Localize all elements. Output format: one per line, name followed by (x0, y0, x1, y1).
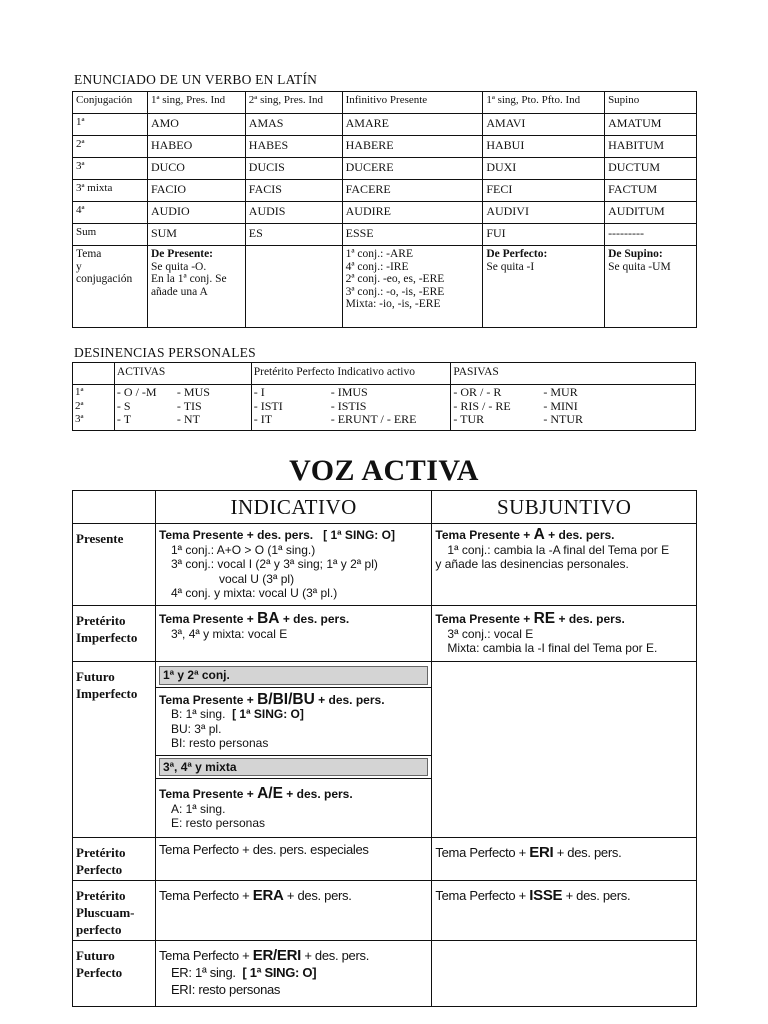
table-cell: 2ª (73, 136, 148, 158)
rule-suffix: A/E (257, 785, 283, 802)
rule-text: + des. pers. (556, 845, 622, 860)
table-cell: ES (245, 224, 342, 246)
tense-label-line: Futuro (76, 948, 115, 963)
ending: - MUS (176, 385, 210, 399)
rule-text: + des. pers. (558, 612, 625, 626)
rule-suffix: RE (533, 610, 556, 627)
header-cell: Supino (605, 92, 697, 114)
section-title-enunciado: ENUNCIADO DE UN VERBO EN LATÍN (74, 72, 318, 87)
rule-text: + des. pers. (286, 888, 352, 903)
perfecto-cell (251, 385, 451, 431)
first-sing-tag: [ 1ª SING: O] (242, 965, 317, 980)
rule-line: B: 1ª sing. (170, 707, 226, 721)
header-cell: 2ª sing, Pres. Ind (245, 92, 342, 114)
table-cell: ESSE (342, 224, 483, 246)
table-cell: DUCERE (342, 158, 483, 180)
rule-text: Tema Presente + (435, 528, 531, 542)
note-line: 1ª conj.: -ARE (345, 248, 413, 260)
table-cell: HABEO (147, 136, 245, 158)
table-cell: AMO (147, 114, 245, 136)
tense-label: Presente (73, 524, 156, 606)
ending: - NTUR (543, 412, 584, 426)
table-cell: 4ª (73, 202, 148, 224)
imperfecto-indicativo-cell (155, 606, 431, 662)
note-line: En la 1ª conj. Se (150, 273, 227, 285)
table-cell: Sum (73, 224, 148, 246)
ending: - MUR (543, 385, 578, 399)
empty-cell (432, 941, 697, 1007)
tense-label (73, 606, 156, 662)
futuro-perfecto-indicativo-cell (155, 941, 431, 1007)
table-cell: DUCO (147, 158, 245, 180)
rule-suffix: A (533, 526, 545, 543)
note-line: añade una A (150, 285, 208, 298)
note-line: Se quita -UM (608, 260, 671, 273)
table-row (73, 158, 697, 180)
rule-suffix: B/BI/BU (257, 690, 315, 708)
tense-label-line: Pluscuam- (76, 905, 135, 920)
table-cell: HABES (245, 136, 342, 158)
desinencias-table (72, 362, 696, 431)
ending: - TUR (453, 412, 485, 426)
ending: - TIS (176, 398, 202, 413)
tema-presente-cell (147, 246, 245, 328)
empty-cell (245, 246, 342, 328)
table-header-row (73, 363, 696, 385)
table-cell: AUDIVI (483, 202, 605, 224)
table-row (73, 941, 697, 1007)
rule-line: A: 1ª sing. (170, 801, 226, 816)
ending: - MINI (543, 398, 578, 413)
tense-label (73, 838, 156, 881)
ending: - RIS / - RE (453, 398, 511, 413)
table-row (73, 524, 697, 606)
pluscuam-subjuntivo-cell (432, 881, 697, 941)
note-line: 2ª conj. -eo, es, -ERE (345, 273, 445, 285)
voz-activa-table (72, 490, 697, 1007)
table-row (73, 224, 697, 246)
rule-text: Tema Presente + des. pers. (158, 528, 314, 542)
person-label: 1ª (75, 386, 84, 398)
note-line: Se quita -I (486, 260, 535, 273)
header-cell: Infinitivo Presente (342, 92, 483, 114)
rule-text: Tema Perfecto + (435, 845, 526, 860)
table-cell: HABERE (342, 136, 483, 158)
table-cell: FACIO (147, 180, 245, 202)
rule-suffix: ISSE (529, 887, 563, 904)
ending: - NT (176, 412, 200, 426)
tema-label-line: Tema (76, 248, 102, 260)
empty-cell (73, 491, 156, 524)
note-line: Se quita -O. (150, 260, 207, 273)
persons-cell (73, 385, 115, 431)
rule-line: 1ª conj.: A+O > O (1ª sing.) (170, 542, 316, 557)
rule-line: 4ª conj. y mixta: vocal U (3ª pl.) (170, 586, 338, 600)
presente-title: De Presente: (150, 248, 214, 260)
table-cell: AMAS (245, 114, 342, 136)
tema-label-line: conjugación (76, 273, 133, 285)
table-cell: FECI (483, 180, 605, 202)
tema-perfecto-cell (483, 246, 605, 328)
ending: - IMUS (330, 385, 368, 399)
rule-text: + des. pers. (282, 612, 350, 626)
pasivas-cell (451, 385, 696, 431)
activas-cell (114, 385, 251, 431)
tense-label (73, 662, 156, 838)
rule-line: 3ª conj.: vocal E (447, 626, 534, 641)
empty-cell (432, 662, 697, 838)
rule-suffix: ERA (252, 887, 284, 904)
table-cell: 1ª (73, 114, 148, 136)
presente-subjuntivo-cell (432, 524, 697, 606)
supino-title: De Supino: (608, 248, 663, 260)
table-cell: SUM (147, 224, 245, 246)
table-row (73, 136, 697, 158)
table-row (73, 180, 697, 202)
person-label: 2ª (75, 399, 84, 412)
tema-label-line: y (76, 260, 82, 273)
rule-text: + des. pers. (318, 692, 385, 707)
rule-text: Tema Presente + (158, 612, 254, 626)
table-row (73, 385, 696, 431)
empty-cell (73, 363, 115, 385)
tema-infinitivo-cell (342, 246, 483, 328)
presente-indicativo-cell (155, 524, 431, 606)
table-row (73, 114, 697, 136)
voz-activa-title: VOZ ACTIVA (289, 454, 479, 487)
first-sing-tag: [ 1ª SING: O] (232, 707, 304, 721)
header-cell: Pretérito Perfecto Indicativo activo (251, 363, 451, 385)
header-cell: 1ª sing, Pres. Ind (147, 92, 245, 114)
rule-line: 3ª, 4ª y mixta: vocal E (170, 626, 288, 641)
rule-line: BI: resto personas (170, 736, 269, 750)
rule-text: Tema Presente + (158, 787, 254, 801)
table-cell: AMATUM (605, 114, 697, 136)
rule-suffix: ER/ERI (252, 947, 301, 964)
rule-line: 1ª conj.: cambia la -A final del Tema por E (447, 542, 670, 557)
table-cell: DUCIS (245, 158, 342, 180)
table-cell: 3ª mixta (73, 180, 148, 202)
table-row (73, 838, 697, 881)
table-row (73, 881, 697, 941)
tense-label-line: perfecto (76, 922, 122, 937)
table-cell: AMARE (342, 114, 483, 136)
rule-text: Tema Presente + (158, 692, 254, 707)
ending: - O / -M (116, 385, 157, 399)
perfecto-title: De Perfecto: (486, 248, 548, 260)
ending: - ERUNT / - ERE (330, 412, 417, 426)
tense-label-line: Perfecto (76, 862, 123, 877)
rule-line: ER: 1ª sing. (170, 965, 236, 980)
subjuntivo-header: SUBJUNTIVO (432, 491, 697, 524)
enunciado-table (72, 91, 697, 328)
rule-line: 3ª conj.: vocal I (2ª y 3ª sing; 1ª y 2ª pl) (170, 557, 378, 571)
header-cell: 1ª sing, Pto. Pfto. Ind (483, 92, 605, 114)
table-cell: FACIS (245, 180, 342, 202)
rule-text: Tema Perfecto + (435, 888, 526, 903)
rule-text: + des. pers. (286, 787, 353, 801)
ending: - S (116, 398, 131, 413)
table-cell: DUXI (483, 158, 605, 180)
header-cell: ACTIVAS (114, 363, 251, 385)
note-line: Mixta: -io, -is, -ERE (345, 298, 441, 310)
imperfecto-subjuntivo-cell (432, 606, 697, 662)
conj-group-bar: 3ª, 4ª y mixta (159, 758, 428, 777)
ending: - T (116, 412, 132, 426)
tense-label (73, 881, 156, 941)
table-cell: AUDITUM (605, 202, 697, 224)
tema-label-cell (73, 246, 148, 328)
tense-label-line: Imperfecto (76, 686, 138, 701)
table-header-row (73, 491, 697, 524)
rule-text: + des. pers. (304, 948, 370, 963)
section-title-desinencias: DESINENCIAS PERSONALES (74, 345, 256, 360)
rule-text: Tema Perfecto + (158, 888, 250, 903)
rule-suffix: ERI (529, 844, 554, 861)
ending: - ISTI (253, 398, 283, 413)
tense-label (73, 941, 156, 1007)
tense-label-line: Pretérito (76, 613, 126, 628)
ending: - OR / - R (453, 385, 502, 399)
tense-label-line: Pretérito (76, 888, 126, 903)
table-cell: DUCTUM (605, 158, 697, 180)
note-line: 4ª conj.: -IRE (345, 260, 409, 273)
person-label: 3ª (75, 413, 84, 425)
rule-text: + des. pers. (565, 888, 631, 903)
note-line: 3ª conj.: -o, -is, -ERE (345, 285, 445, 298)
table-cell: HABUI (483, 136, 605, 158)
tense-label-line: Pretérito (76, 845, 126, 860)
table-row (73, 606, 697, 662)
table-row (73, 662, 697, 838)
conj-group-bar: 1ª y 2ª conj. (159, 666, 428, 685)
tense-label-line: Imperfecto (76, 630, 138, 645)
table-cell: 3ª (73, 158, 148, 180)
rule-line: Mixta: cambia la -I final del Tema por E. (447, 641, 658, 655)
tema-row (73, 246, 697, 328)
first-sing-tag: [ 1ª SING: O] (323, 528, 395, 542)
rule-line: vocal U (3ª pl) (218, 571, 295, 586)
table-row (73, 202, 697, 224)
futuro-imperfecto-indicativo-cell (155, 662, 431, 838)
tema-supino-cell (605, 246, 697, 328)
ending: - I (253, 385, 265, 399)
header-cell: Conjugación (73, 92, 148, 114)
table-cell: AUDIO (147, 202, 245, 224)
tense-label-line: Futuro (76, 669, 115, 684)
perfecto-indicativo-cell: Tema Perfecto + des. pers. especiales (155, 838, 431, 881)
pluscuam-indicativo-cell (155, 881, 431, 941)
table-cell: AUDIRE (342, 202, 483, 224)
rule-text: Tema Perfecto + (158, 948, 250, 963)
ending: - ISTIS (330, 398, 367, 413)
perfecto-subjuntivo-cell (432, 838, 697, 881)
rule-suffix: BA (257, 610, 280, 627)
table-cell: HABITUM (605, 136, 697, 158)
header-cell: PASIVAS (451, 363, 696, 385)
indicativo-header: INDICATIVO (155, 491, 431, 524)
table-cell: FUI (483, 224, 605, 246)
ending: - IT (253, 412, 273, 426)
table-cell: FACTUM (605, 180, 697, 202)
tense-label-line: Perfecto (76, 965, 123, 980)
table-header-row (73, 92, 697, 114)
table-cell: --------- (605, 224, 697, 246)
rule-line: E: resto personas (170, 816, 265, 830)
rule-line: BU: 3ª pl. (170, 721, 222, 736)
table-cell: FACERE (342, 180, 483, 202)
rule-line: y añade las desinencias personales. (435, 557, 629, 571)
table-cell: AUDIS (245, 202, 342, 224)
rule-text: Tema Presente + (435, 612, 531, 626)
table-cell: AMAVI (483, 114, 605, 136)
rule-text: + des. pers. (548, 528, 615, 542)
rule-line: ERI: resto personas (170, 982, 281, 997)
